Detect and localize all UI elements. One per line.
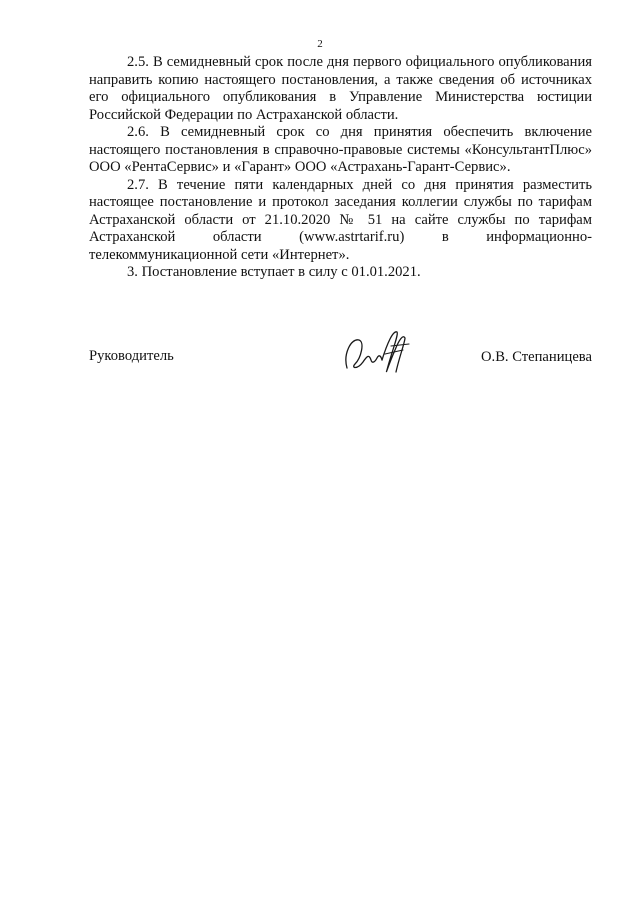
paragraph-2-5: 2.5. В семидневный срок после дня первого официального опубликования направить копию настоящего постановления, а также сведения об источниках его официального опубликования в Управление Министерства юстиции Российской Федерации по Астраханской области.	[89, 54, 592, 123]
page-number: 2	[317, 38, 323, 50]
signer-name: О.В. Степаницева	[481, 349, 592, 365]
paragraph-2-7: 2.7. В течение пяти календарных дней со дня принятия разместить настоящее постановление и протокол заседания коллегии службы по тарифам Астраханской области от 21.10.2020 № 51 на сайте службы по тарифам Астраханской области (www.astrtarif.ru) в информационно-телекоммуникационной сети «Интернет».	[89, 176, 592, 263]
signature-block	[89, 324, 592, 384]
signer-position: Руководитель	[89, 348, 174, 364]
document-body	[89, 54, 592, 282]
handwritten-signature-icon	[341, 324, 421, 380]
paragraph-3: 3. Постановление вступает в силу с 01.01.2021.	[127, 264, 421, 280]
paragraph-2-6: 2.6. В семидневный срок со дня принятия обеспечить включение настоящего постановления в справочно-правовые системы «КонсультантПлюс» ООО «РентаСервис» и «Гарант» ООО «Астрахань-Гарант-Сервис».	[89, 124, 592, 175]
